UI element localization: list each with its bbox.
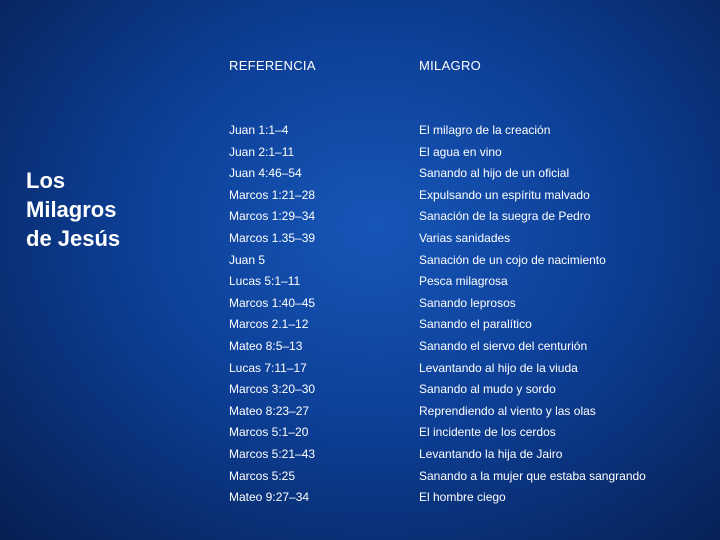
slide-title-line-2: Milagros (26, 197, 117, 222)
miracle-cell: Reprendiendo al viento y las olas (419, 403, 596, 418)
reference-cell: Mateo 8:5–13 (229, 338, 303, 353)
table-row (0, 443, 720, 465)
miracle-cell: Sanando el paralítico (419, 317, 532, 332)
reference-cell: Marcos 1.35–39 (229, 230, 316, 245)
reference-cell: Marcos 3:20–30 (229, 382, 316, 397)
table-row (0, 335, 720, 357)
miracle-cell: Varias sanidades (419, 230, 511, 245)
table-row (0, 421, 720, 443)
miracle-cell: Sanando leprosos (419, 295, 516, 310)
miracle-cell: Sanación de la suegra de Pedro (419, 209, 591, 224)
reference-cell: Marcos 1:21–28 (229, 187, 316, 202)
miracle-cell: El milagro de la creación (419, 123, 551, 137)
table-row (0, 270, 720, 292)
reference-cell: Marcos 1:29–34 (229, 209, 316, 224)
reference-cell: Marcos 5:25 (229, 468, 296, 483)
miracle-cell: Pesca milagrosa (419, 274, 508, 289)
miracle-cell: El agua en vino (419, 144, 502, 159)
table-row (0, 227, 720, 249)
column-header-reference: REFERENCIA (229, 58, 316, 73)
reference-cell: Juan 5 (229, 252, 266, 267)
table-row (0, 205, 720, 227)
reference-cell: Lucas 5:1–11 (229, 274, 301, 289)
miracle-cell: Expulsando un espíritu malvado (419, 187, 590, 202)
reference-cell: Marcos 2.1–12 (229, 317, 309, 332)
reference-cell: Marcos 1:40–45 (229, 295, 316, 310)
miracle-cell: Sanando al mudo y sordo (419, 382, 556, 397)
reference-cell: Lucas 7:11–17 (229, 360, 307, 375)
table-row (0, 119, 720, 141)
table-row (0, 249, 720, 271)
table-row (0, 378, 720, 400)
table-row (0, 465, 720, 487)
slide-title-line-3: de Jesús (26, 226, 121, 251)
table-row (0, 400, 720, 422)
miracle-cell: Levantando la hija de Jairo (419, 446, 563, 461)
table-row (0, 162, 720, 184)
miracles-table (0, 119, 720, 508)
table-row (0, 486, 720, 508)
reference-cell: Mateo 9:27–34 (229, 490, 310, 505)
miracle-cell: Sanando el siervo del centurión (419, 338, 588, 353)
table-row (0, 292, 720, 314)
table-row (0, 141, 720, 163)
miracle-cell: Sanación de un cojo de nacimiento (419, 252, 606, 267)
miracle-cell: Sanando a la mujer que estaba sangrando (419, 468, 646, 483)
miracle-cell: Sanando al hijo de un oficial (419, 166, 570, 181)
reference-cell: Juan 2:1–11 (229, 144, 295, 159)
reference-cell: Juan 1:1–4 (229, 123, 289, 137)
column-header-miracle: MILAGRO (419, 58, 482, 73)
slide-title-line-1: Los (26, 168, 66, 193)
miracle-cell: El incidente de los cerdos (419, 425, 556, 440)
reference-cell: Mateo 8:23–27 (229, 403, 310, 418)
miracle-cell: El hombre ciego (419, 490, 506, 505)
reference-cell: Marcos 5:1–20 (229, 425, 309, 440)
table-row (0, 313, 720, 335)
table-row (0, 184, 720, 206)
reference-cell: Marcos 5:21–43 (229, 446, 316, 461)
miracle-cell: Levantando al hijo de la viuda (419, 360, 578, 375)
reference-cell: Juan 4:46–54 (229, 166, 302, 181)
table-row (0, 357, 720, 379)
